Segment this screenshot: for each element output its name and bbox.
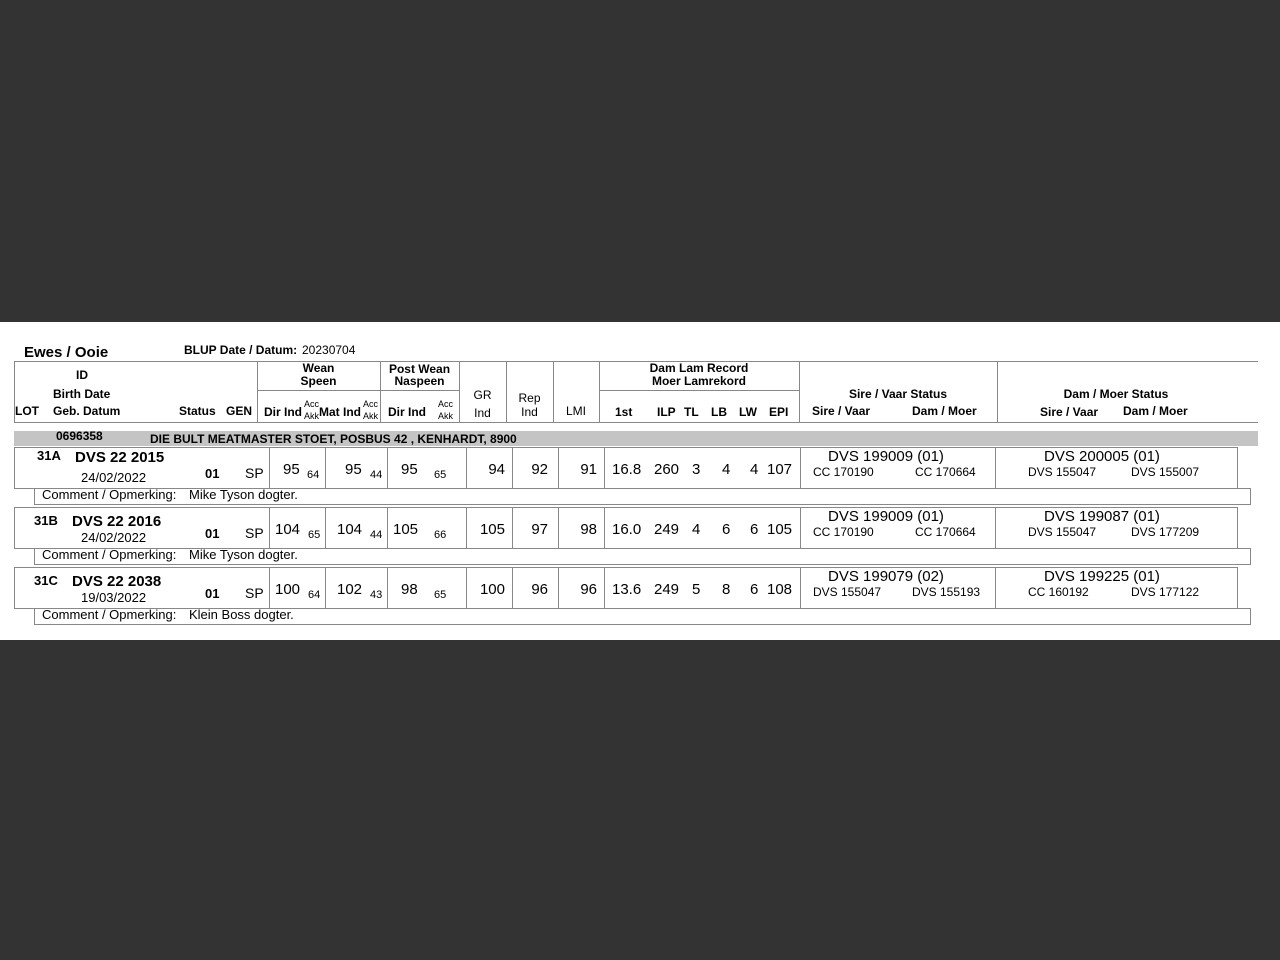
row-dam-sire: CC 160192 [1028,585,1089,599]
akk-label: Akk [304,411,320,421]
row-first: 13.6 [612,581,642,598]
row-epi: 108 [767,581,793,598]
row-wean-dir: 104 [275,521,301,538]
col-gr-header: GR [473,388,492,402]
row-post-dir-acc: 65 [434,469,447,481]
row-wean-dir-acc: 65 [308,529,321,541]
comment-label: Comment / Opmerking: [42,487,177,502]
cell-divider [325,447,326,489]
col-wean-header: Wean [302,361,335,375]
col-gebdatum-header: Geb. Datum [53,404,121,418]
col-birthdate-header: Birth Date [53,387,111,401]
comment-text: Klein Boss dogter. [189,607,294,622]
row-epi: 107 [767,461,793,478]
row-id: DVS 22 2038 [72,573,162,590]
header-subrule [599,390,799,391]
col-sire-sire-header: Sire / Vaar [812,404,871,418]
cell-divider [325,567,326,609]
row-rep: 97 [531,521,548,538]
row-wean-dir-acc: 64 [308,589,321,601]
cell-divider [800,567,801,609]
row-sire: DVS 199009 (01) [828,448,944,465]
row-tl: 5 [692,581,701,598]
row-ilp: 249 [654,521,680,538]
row-dam-dam: DVS 177122 [1131,585,1200,599]
row-lmi: 91 [580,461,597,478]
cell-divider [604,447,605,489]
row-lw: 4 [750,461,759,478]
row-id: DVS 22 2016 [72,513,162,530]
row-sire-dam: CC 170664 [915,525,976,539]
col-rep-ind-header: Ind [521,405,538,419]
col-speen-header: Speen [300,374,337,388]
col-dam-sire-header: Sire / Vaar [1040,405,1099,419]
header-bottom-rule [14,422,1258,423]
row-tl: 4 [692,521,701,538]
row-dam: DVS 199225 (01) [1044,568,1160,585]
row-post-dir-acc: 66 [434,529,447,541]
row-sire-sire: DVS 155047 [813,585,882,599]
catalog-sheet [0,322,1280,640]
row-sire: DVS 199009 (01) [828,508,944,525]
row-wean-mat: 95 [345,461,362,478]
row-date: 24/02/2022 [81,530,147,545]
cell-divider [604,507,605,549]
cell-divider [387,447,388,489]
row-sire-dam: DVS 155193 [912,585,981,599]
cell-divider [269,447,270,489]
col-status-header: Status [179,404,216,418]
col-postwean-header: Post Wean [388,362,451,376]
row-status: 01 [205,466,220,481]
row-wean-mat-acc: 43 [370,589,383,601]
row-dam-dam: DVS 155007 [1131,465,1200,479]
row-lb: 8 [722,581,731,598]
row-lw: 6 [750,581,759,598]
row-post-dir: 98 [401,581,418,598]
row-dam: DVS 200005 (01) [1044,448,1160,465]
cell-divider [995,447,996,489]
row-sire-sire: CC 170190 [813,525,874,539]
col-wean-mat-header: Mat Ind [319,405,361,419]
row-rep: 92 [531,461,548,478]
cell-divider [269,567,270,609]
col-naspeen-header: Naspeen [394,374,445,388]
col-damlam-header: Dam Lam Record [649,361,749,375]
row-sire-dam: CC 170664 [915,465,976,479]
blup-label: BLUP Date / Datum: [184,343,298,357]
row-lb: 6 [722,521,731,538]
row-wean-mat-acc: 44 [370,469,383,481]
row-gr: 100 [479,581,505,598]
page-title: Ewes / Ooie [24,344,109,361]
col-wean-dir-header: Dir Ind [264,405,302,419]
row-lot: 31C [34,573,58,588]
row-gen: SP [245,525,264,541]
row-lmi: 98 [580,521,597,538]
akk-label: Akk [438,411,454,421]
col-sire-status-header: Sire / Vaar Status [848,387,948,401]
row-gen: SP [245,465,264,481]
col-sire-dam-header: Dam / Moer [912,404,977,418]
col-epi-header: EPI [769,405,789,419]
acc-label: Acc [304,399,320,409]
row-wean-mat: 102 [337,581,363,598]
comment-label: Comment / Opmerking: [42,547,177,562]
row-lot: 31B [34,513,58,528]
col-dam-dam-header: Dam / Moer [1123,404,1188,418]
row-gr: 94 [488,461,505,478]
row-gr: 105 [479,521,505,538]
row-dam-sire: DVS 155047 [1028,525,1097,539]
col-ilp-header: ILP [657,405,676,419]
cell-divider [325,507,326,549]
cell-divider [800,507,801,549]
row-dam: DVS 199087 (01) [1044,508,1160,525]
row-wean-mat: 104 [337,521,363,538]
col-lot-header: LOT [15,404,39,418]
cell-divider [800,447,801,489]
row-lw: 6 [750,521,759,538]
row-lmi: 96 [580,581,597,598]
cell-divider [995,567,996,609]
comment-label: Comment / Opmerking: [42,607,177,622]
row-dam-dam: DVS 177209 [1131,525,1200,539]
cell-divider [604,567,605,609]
row-post-dir: 105 [393,521,419,538]
col-dam-status-header: Dam / Moer Status [1063,387,1169,401]
col-post-dir-header: Dir Ind [388,405,426,419]
col-tl-header: TL [684,405,699,419]
row-lb: 4 [722,461,731,478]
col-lmi-header: LMI [565,404,586,418]
col-id-header: ID [76,368,88,382]
row-tl: 3 [692,461,701,478]
cell-divider [387,507,388,549]
row-first: 16.0 [612,521,642,538]
breeder-code: 0696358 [56,429,103,443]
col-moerlam-header: Moer Lamrekord [651,374,747,388]
comment-text: Mike Tyson dogter. [189,547,298,562]
cell-divider [269,507,270,549]
breeder-name: DIE BULT MEATMASTER STOET, POSBUS 42 , KENHARDT, 8900 [150,432,517,446]
row-ilp: 260 [654,461,680,478]
row-sire-sire: CC 170190 [813,465,874,479]
col-1st-header: 1st [615,405,633,419]
row-lot: 31A [37,448,61,463]
row-post-dir: 95 [401,461,418,478]
row-wean-mat-acc: 44 [370,529,383,541]
row-wean-dir-acc: 64 [307,469,320,481]
header-subrule [257,390,459,391]
row-post-dir-acc: 65 [434,589,447,601]
row-epi: 105 [767,521,793,538]
cell-divider [387,567,388,609]
col-lb-header: LB [711,405,727,419]
acc-label: Acc [363,399,379,409]
row-date: 24/02/2022 [81,470,147,485]
acc-label: Acc [438,399,454,409]
row-status: 01 [205,586,220,601]
row-status: 01 [205,526,220,541]
blup-value: 20230704 [302,343,356,357]
row-date: 19/03/2022 [81,590,147,605]
row-id: DVS 22 2015 [75,449,165,466]
col-gen-header: GEN [226,404,253,418]
akk-label: Akk [363,411,379,421]
comment-text: Mike Tyson dogter. [189,487,298,502]
row-rep: 96 [531,581,548,598]
row-sire: DVS 199079 (02) [828,568,944,585]
row-gen: SP [245,585,264,601]
row-ilp: 249 [654,581,680,598]
row-dam-sire: DVS 155047 [1028,465,1097,479]
row-wean-dir: 100 [275,581,301,598]
col-rep-header: Rep [518,391,541,405]
col-gr-ind-header: Ind [474,406,491,420]
row-wean-dir: 95 [283,461,300,478]
col-lw-header: LW [739,405,757,419]
cell-divider [995,507,996,549]
row-first: 16.8 [612,461,642,478]
